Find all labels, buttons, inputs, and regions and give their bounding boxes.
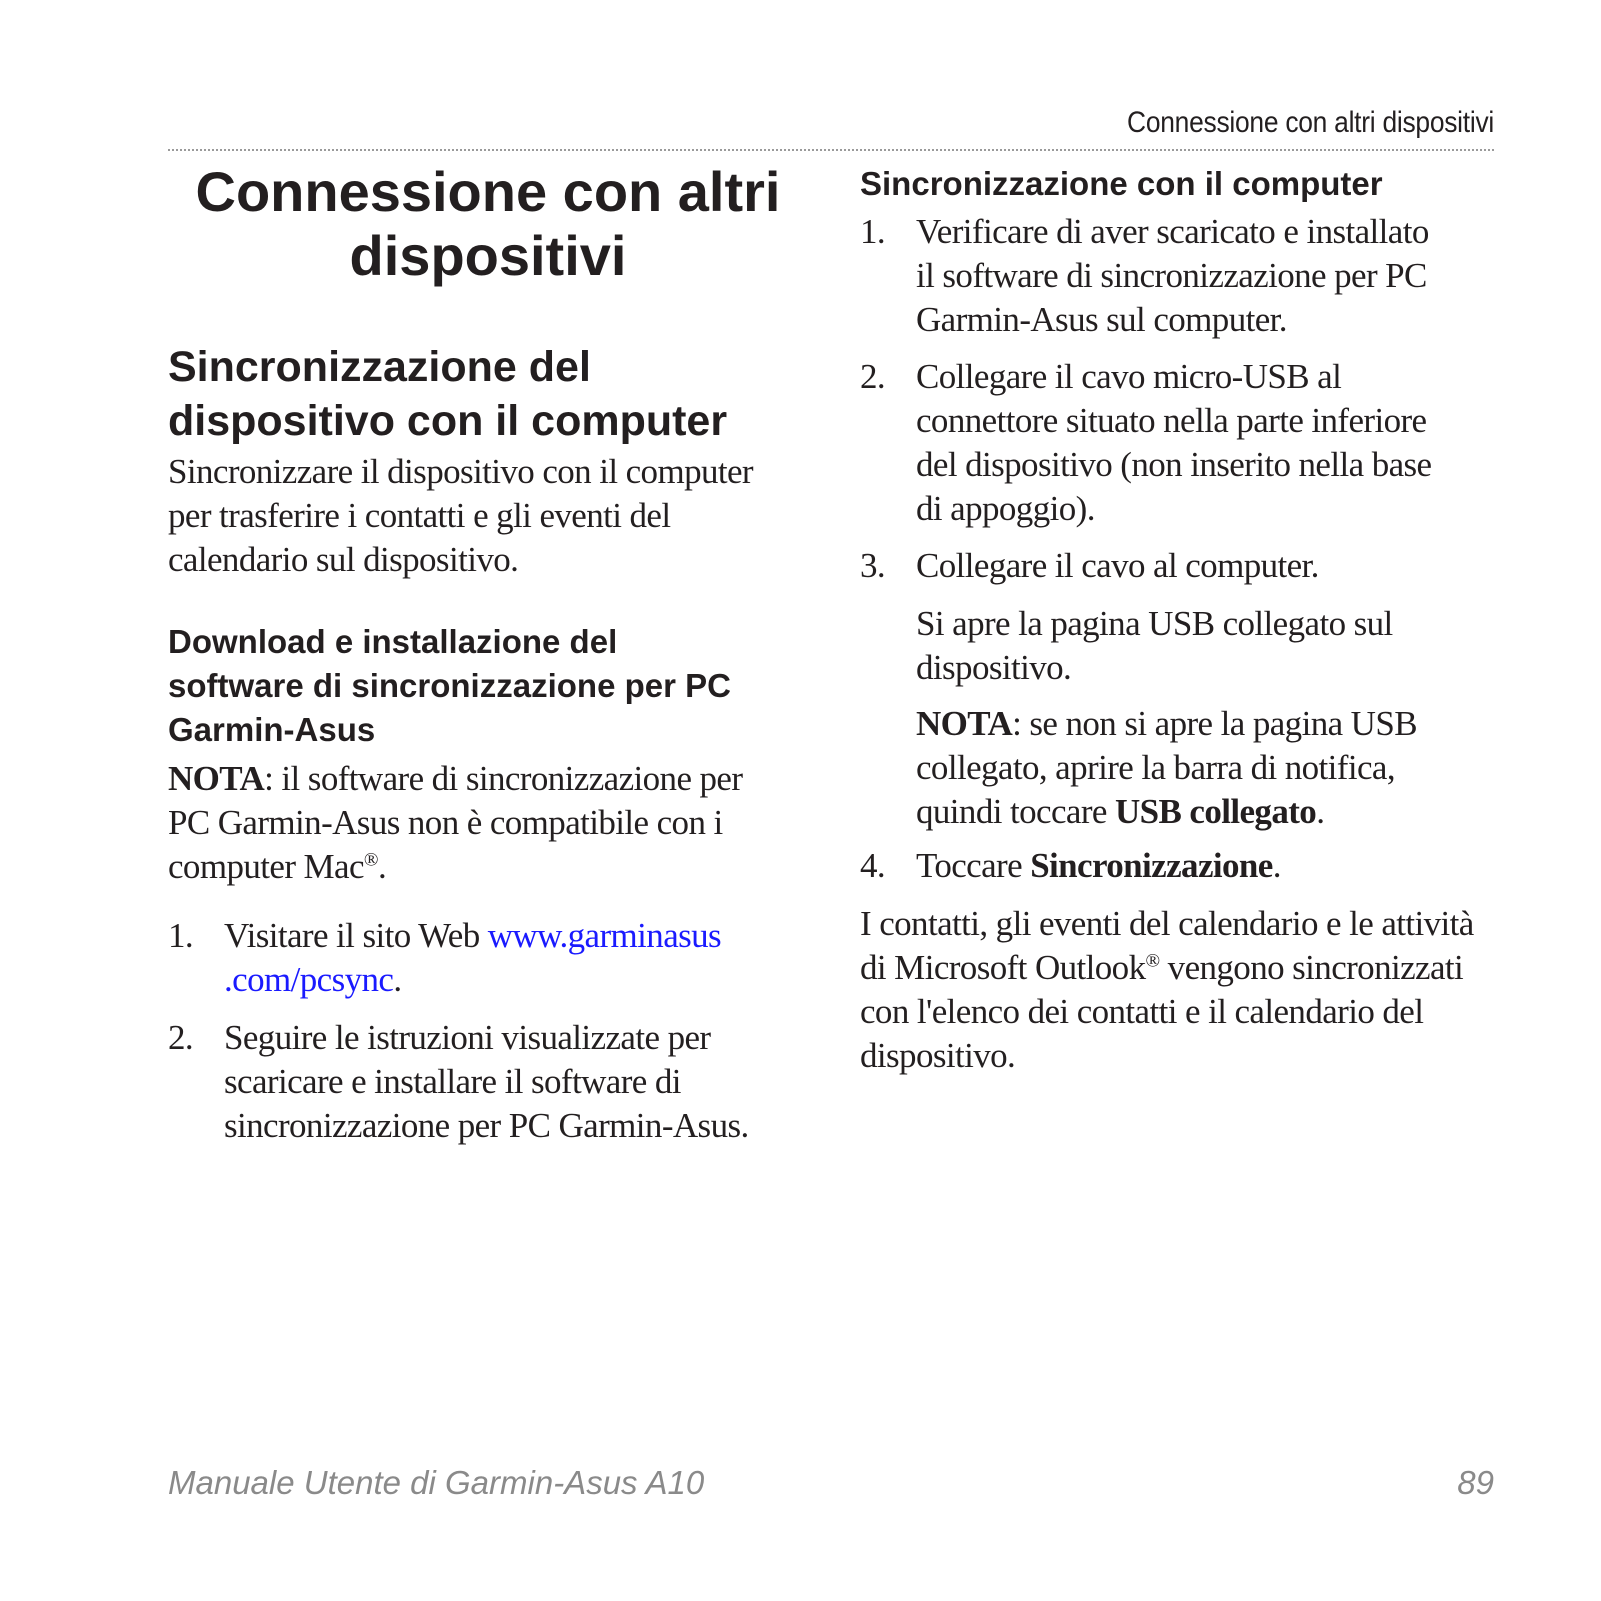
note-text: . xyxy=(1316,792,1325,831)
closing-line: con l'elenco dei contatti e il calendario del xyxy=(860,992,1424,1031)
step-number: 3. xyxy=(860,546,886,585)
pcsync-link-line2[interactable]: .com/pcsync xyxy=(224,960,394,999)
footer-page-number: 89 xyxy=(1457,1464,1494,1501)
step-text-part: . xyxy=(1272,846,1281,885)
step-text-line: il software di sincronizzazione per PC xyxy=(916,256,1427,295)
download-subtitle xyxy=(168,620,868,752)
header-divider xyxy=(168,149,1494,151)
note-text: computer Mac xyxy=(168,847,364,886)
note-text: : il software di sincronizzazione per xyxy=(264,759,743,798)
step-text-line: di appoggio). xyxy=(916,489,1095,528)
note-text: PC Garmin-Asus non è compatibile con i xyxy=(168,803,723,842)
pcsync-link-line1[interactable]: www.garminasus xyxy=(487,916,722,955)
step-result-line: Si apre la pagina USB collegato sul xyxy=(916,604,1393,643)
mac-note xyxy=(168,757,848,889)
running-header: Connessione con altri dispositivi xyxy=(1127,106,1494,139)
step-text xyxy=(916,844,1506,888)
closing-line: dispositivo. xyxy=(860,1036,1016,1075)
closing-line: vengono sincronizzati xyxy=(1159,948,1464,987)
chapter-title-line1: Connessione con altri xyxy=(195,160,781,223)
section-title-line2: dispositivo con il computer xyxy=(168,397,728,445)
step-text xyxy=(916,355,1506,531)
registered-mark: ® xyxy=(1145,950,1160,972)
sync-subtitle: Sincronizzazione con il computer xyxy=(860,165,1383,202)
usb-note xyxy=(916,702,1506,834)
section-title xyxy=(168,340,848,448)
download-subtitle-line1: Download e installazione del xyxy=(168,623,618,660)
step-text-line: del dispositivo (non inserito nella base xyxy=(916,445,1432,484)
footer-manual-title: Manuale Utente di Garmin-Asus A10 xyxy=(168,1464,705,1501)
intro-line: Sincronizzare il dispositivo con il computer xyxy=(168,452,753,491)
download-subtitle-line3: Garmin-Asus xyxy=(168,711,376,748)
step-text-line: Seguire le istruzioni visualizzate per xyxy=(224,1018,711,1057)
intro-line: calendario sul dispositivo. xyxy=(168,540,519,579)
step-text-line: Collegare il cavo micro-USB al xyxy=(916,357,1342,396)
note-text: quindi toccare xyxy=(916,792,1115,831)
step-number: 2. xyxy=(168,1018,194,1057)
closing-paragraph xyxy=(860,902,1500,1078)
note-text: : se non si apre la pagina USB xyxy=(1012,704,1417,743)
step-text xyxy=(224,914,844,1002)
step-result-line: dispositivo. xyxy=(916,648,1072,687)
step-text-part: Toccare xyxy=(916,846,1031,885)
registered-mark: ® xyxy=(363,849,378,871)
step-text xyxy=(916,210,1506,342)
closing-line: I contatti, gli eventi del calendario e le attività xyxy=(860,904,1474,943)
step-text-line: connettore situato nella parte inferiore xyxy=(916,401,1427,440)
usb-collegato-label: USB collegato xyxy=(1114,792,1317,831)
closing-line: di Microsoft Outlook xyxy=(860,948,1146,987)
note-label: NOTA xyxy=(168,759,265,798)
intro-paragraph xyxy=(168,450,848,582)
step-number: 1. xyxy=(860,212,886,251)
intro-line: per trasferire i contatti e gli eventi del xyxy=(168,496,671,535)
sincronizzazione-label: Sincronizzazione xyxy=(1030,846,1273,885)
note-text: . xyxy=(377,847,387,886)
note-text: collegato, aprire la barra di notifica, xyxy=(916,748,1395,787)
step-result xyxy=(916,602,1506,690)
step-text-part: Visitare il sito Web xyxy=(224,916,488,955)
step-text-part: . xyxy=(393,960,402,999)
step-number: 1. xyxy=(168,916,194,955)
step-text-line: sincronizzazione per PC Garmin-Asus. xyxy=(224,1106,749,1145)
step-text xyxy=(916,544,1506,588)
note-label: NOTA xyxy=(916,704,1013,743)
step-text xyxy=(224,1016,844,1148)
chapter-title xyxy=(168,160,808,288)
step-text-line: scaricare e installare il software di xyxy=(224,1062,681,1101)
section-title-line1: Sincronizzazione del xyxy=(168,343,591,391)
step-number: 2. xyxy=(860,357,886,396)
chapter-title-line2: dispositivi xyxy=(349,224,627,287)
step-text-line: Collegare il cavo al computer. xyxy=(916,546,1319,585)
download-subtitle-line2: software di sincronizzazione per PC xyxy=(168,667,731,704)
step-text-line: Garmin-Asus sul computer. xyxy=(916,300,1287,339)
step-text-line: Verificare di aver scaricato e installato xyxy=(916,212,1429,251)
step-number: 4. xyxy=(860,846,886,885)
